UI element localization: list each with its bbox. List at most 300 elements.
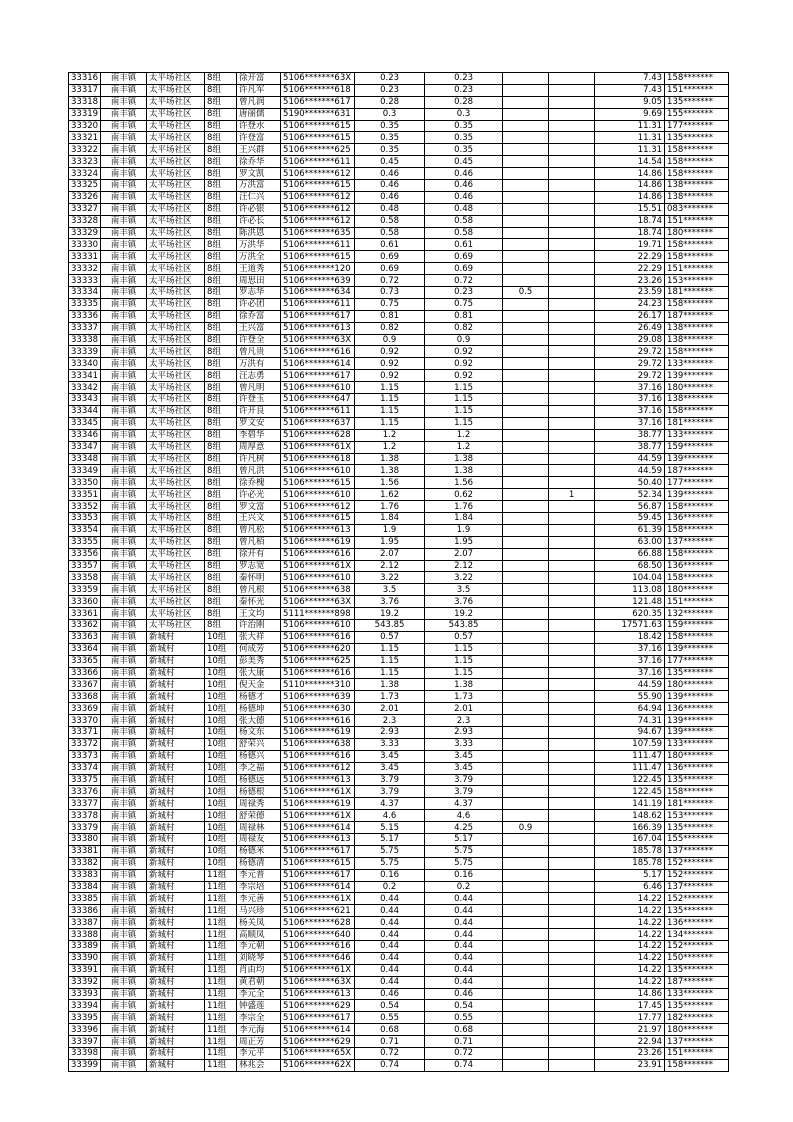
- area-part-c-cell: [549, 263, 595, 275]
- area-cell: 0.35: [355, 144, 425, 156]
- name-cell: 汪志勇: [237, 370, 281, 382]
- amount-cell: 37.16: [595, 394, 665, 406]
- area-cell: 3.79: [355, 786, 425, 798]
- row-number-cell: 33319: [69, 108, 101, 120]
- area-part-c-cell: [549, 584, 595, 596]
- area-part-a-cell: 0.45: [425, 156, 503, 168]
- name-cell: 罗文富: [237, 501, 281, 513]
- group-cell: 10组: [205, 822, 237, 834]
- amount-cell: 23.26: [595, 275, 665, 287]
- area-part-c-cell: [549, 869, 595, 881]
- community-cell: 太平场社区: [147, 227, 205, 239]
- amount-cell: 15.51: [595, 203, 665, 215]
- name-cell: 周思田: [237, 275, 281, 287]
- name-cell: 万洪华: [237, 239, 281, 251]
- area-cell: 3.5: [355, 584, 425, 596]
- group-cell: 10组: [205, 786, 237, 798]
- name-cell: 王兴文: [237, 512, 281, 524]
- name-cell: 张大祥: [237, 631, 281, 643]
- table-row: [69, 1012, 729, 1024]
- area-part-c-cell: [549, 643, 595, 655]
- table-row: [69, 834, 729, 846]
- town-cell: 南丰镇: [101, 287, 147, 299]
- amount-cell: 111.47: [595, 762, 665, 774]
- area-part-a-cell: 0.72: [425, 1048, 503, 1060]
- row-number-cell: 33318: [69, 96, 101, 108]
- id-number-cell: 5111*******898: [281, 608, 355, 620]
- id-number-cell: 5106*******611: [281, 298, 355, 310]
- area-part-b-cell: [503, 263, 549, 275]
- community-cell: 新城村: [147, 715, 205, 727]
- amount-cell: 14.22: [595, 976, 665, 988]
- town-cell: 南丰镇: [101, 180, 147, 192]
- community-cell: 太平场社区: [147, 370, 205, 382]
- area-part-c-cell: [549, 619, 595, 631]
- group-cell: 8组: [205, 108, 237, 120]
- name-cell: 李元海: [237, 1024, 281, 1036]
- area-part-a-cell: 0.3: [425, 108, 503, 120]
- id-number-cell: 5106*******61X: [281, 441, 355, 453]
- name-cell: 杨德米: [237, 845, 281, 857]
- town-cell: 南丰镇: [101, 762, 147, 774]
- phone-cell: 139*******: [665, 453, 729, 465]
- community-cell: 新城村: [147, 667, 205, 679]
- area-cell: 0.72: [355, 275, 425, 287]
- phone-cell: 134*******: [665, 929, 729, 941]
- phone-cell: 137*******: [665, 881, 729, 893]
- phone-cell: 177*******: [665, 477, 729, 489]
- name-cell: 许必银: [237, 203, 281, 215]
- table-row: [69, 536, 729, 548]
- community-cell: 太平场社区: [147, 512, 205, 524]
- id-number-cell: 5106*******611: [281, 239, 355, 251]
- area-cell: 3.79: [355, 774, 425, 786]
- group-cell: 11组: [205, 976, 237, 988]
- area-part-b-cell: [503, 215, 549, 227]
- area-part-b-cell: [503, 405, 549, 417]
- name-cell: 舒荣德: [237, 810, 281, 822]
- area-part-a-cell: 1.15: [425, 667, 503, 679]
- amount-cell: 14.22: [595, 917, 665, 929]
- group-cell: 8组: [205, 560, 237, 572]
- area-part-a-cell: 1.15: [425, 382, 503, 394]
- name-cell: 杨关凤: [237, 917, 281, 929]
- table-row: [69, 465, 729, 477]
- town-cell: 南丰镇: [101, 917, 147, 929]
- area-part-a-cell: 0.82: [425, 322, 503, 334]
- area-cell: 1.15: [355, 655, 425, 667]
- amount-cell: 9.69: [595, 108, 665, 120]
- community-cell: 新城村: [147, 643, 205, 655]
- name-cell: 秦怀明: [237, 572, 281, 584]
- row-number-cell: 33325: [69, 180, 101, 192]
- area-cell: 0.35: [355, 132, 425, 144]
- group-cell: 8组: [205, 512, 237, 524]
- amount-cell: 11.31: [595, 132, 665, 144]
- name-cell: 林兆会: [237, 1059, 281, 1071]
- name-cell: 罗文安: [237, 417, 281, 429]
- phone-cell: 136*******: [665, 560, 729, 572]
- table-row: [69, 275, 729, 287]
- phone-cell: 177*******: [665, 120, 729, 132]
- table-row: [69, 1036, 729, 1048]
- town-cell: 南丰镇: [101, 726, 147, 738]
- name-cell: 许治刚: [237, 619, 281, 631]
- area-cell: 0.44: [355, 976, 425, 988]
- table-row: [69, 952, 729, 964]
- area-part-a-cell: 1.38: [425, 465, 503, 477]
- amount-cell: 18.74: [595, 215, 665, 227]
- area-part-b-cell: [503, 453, 549, 465]
- name-cell: 杨德兴: [237, 750, 281, 762]
- area-part-c-cell: [549, 298, 595, 310]
- town-cell: 南丰镇: [101, 1012, 147, 1024]
- community-cell: 太平场社区: [147, 108, 205, 120]
- row-number-cell: 33393: [69, 988, 101, 1000]
- community-cell: 太平场社区: [147, 168, 205, 180]
- area-part-a-cell: 1.15: [425, 655, 503, 667]
- community-cell: 新城村: [147, 952, 205, 964]
- name-cell: 李之福: [237, 762, 281, 774]
- area-part-b-cell: [503, 132, 549, 144]
- group-cell: 8组: [205, 619, 237, 631]
- group-cell: 8组: [205, 358, 237, 370]
- table-row: [69, 394, 729, 406]
- community-cell: 太平场社区: [147, 84, 205, 96]
- group-cell: 8组: [205, 310, 237, 322]
- area-cell: 3.76: [355, 596, 425, 608]
- area-part-c-cell: [549, 227, 595, 239]
- area-part-a-cell: 0.23: [425, 287, 503, 299]
- community-cell: 太平场社区: [147, 180, 205, 192]
- community-cell: 太平场社区: [147, 203, 205, 215]
- community-cell: 太平场社区: [147, 524, 205, 536]
- area-part-b-cell: [503, 643, 549, 655]
- area-part-a-cell: 0.92: [425, 370, 503, 382]
- row-number-cell: 33370: [69, 715, 101, 727]
- row-number-cell: 33359: [69, 584, 101, 596]
- group-cell: 11组: [205, 1000, 237, 1012]
- amount-cell: 56.87: [595, 501, 665, 513]
- area-part-b-cell: [503, 762, 549, 774]
- row-number-cell: 33381: [69, 845, 101, 857]
- table-row: [69, 417, 729, 429]
- community-cell: 太平场社区: [147, 287, 205, 299]
- amount-cell: 14.86: [595, 180, 665, 192]
- table-row: [69, 750, 729, 762]
- group-cell: 10组: [205, 643, 237, 655]
- id-number-cell: 5106*******61X: [281, 786, 355, 798]
- phone-cell: 158*******: [665, 298, 729, 310]
- amount-cell: 9.05: [595, 96, 665, 108]
- phone-cell: 158*******: [665, 786, 729, 798]
- area-part-c-cell: [549, 952, 595, 964]
- community-cell: 太平场社区: [147, 596, 205, 608]
- group-cell: 10组: [205, 703, 237, 715]
- amount-cell: 14.22: [595, 893, 665, 905]
- area-part-b-cell: [503, 489, 549, 501]
- area-part-c-cell: [549, 798, 595, 810]
- amount-cell: 122.45: [595, 774, 665, 786]
- phone-cell: 136*******: [665, 917, 729, 929]
- area-part-c-cell: [549, 976, 595, 988]
- phone-cell: 151*******: [665, 215, 729, 227]
- community-cell: 太平场社区: [147, 394, 205, 406]
- id-number-cell: 5106*******612: [281, 191, 355, 203]
- name-cell: 舒荣兴: [237, 738, 281, 750]
- id-number-cell: 5106*******618: [281, 84, 355, 96]
- area-part-b-cell: [503, 976, 549, 988]
- area-cell: 4.37: [355, 798, 425, 810]
- name-cell: 周禄秀: [237, 798, 281, 810]
- group-cell: 8组: [205, 73, 237, 85]
- area-cell: 1.2: [355, 441, 425, 453]
- area-part-b-cell: [503, 810, 549, 822]
- area-part-a-cell: 0.28: [425, 96, 503, 108]
- phone-cell: 152*******: [665, 893, 729, 905]
- area-part-a-cell: 3.79: [425, 786, 503, 798]
- town-cell: 南丰镇: [101, 298, 147, 310]
- id-number-cell: 5106*******637: [281, 417, 355, 429]
- area-part-a-cell: 3.45: [425, 750, 503, 762]
- id-number-cell: 5106*******612: [281, 215, 355, 227]
- table-row: [69, 84, 729, 96]
- amount-cell: 17.45: [595, 1000, 665, 1012]
- area-part-c-cell: [549, 144, 595, 156]
- community-cell: 新城村: [147, 1000, 205, 1012]
- town-cell: 南丰镇: [101, 512, 147, 524]
- area-part-b-cell: [503, 774, 549, 786]
- area-part-a-cell: 1.38: [425, 679, 503, 691]
- id-number-cell: 5110*******310: [281, 679, 355, 691]
- table-row: [69, 489, 729, 501]
- area-cell: 0.74: [355, 1059, 425, 1071]
- phone-cell: 155*******: [665, 108, 729, 120]
- area-part-c-cell: [549, 239, 595, 251]
- amount-cell: 44.59: [595, 453, 665, 465]
- phone-cell: 159*******: [665, 619, 729, 631]
- town-cell: 南丰镇: [101, 1048, 147, 1060]
- area-cell: 0.92: [355, 370, 425, 382]
- id-number-cell: 5106*******614: [281, 881, 355, 893]
- area-part-c-cell: [549, 762, 595, 774]
- group-cell: 10组: [205, 631, 237, 643]
- row-number-cell: 33316: [69, 73, 101, 85]
- amount-cell: 59.45: [595, 512, 665, 524]
- area-part-b-cell: [503, 893, 549, 905]
- row-number-cell: 33371: [69, 726, 101, 738]
- community-cell: 太平场社区: [147, 608, 205, 620]
- area-part-c-cell: [549, 417, 595, 429]
- area-part-b-cell: [503, 631, 549, 643]
- town-cell: 南丰镇: [101, 964, 147, 976]
- group-cell: 11组: [205, 869, 237, 881]
- community-cell: 新城村: [147, 655, 205, 667]
- town-cell: 南丰镇: [101, 263, 147, 275]
- table-row: [69, 869, 729, 881]
- id-number-cell: 5106*******615: [281, 857, 355, 869]
- area-part-c-cell: 1: [549, 489, 595, 501]
- group-cell: 8组: [205, 524, 237, 536]
- area-part-b-cell: [503, 191, 549, 203]
- area-part-b-cell: [503, 96, 549, 108]
- group-cell: 10组: [205, 691, 237, 703]
- name-cell: 张大康: [237, 667, 281, 679]
- amount-cell: 19.71: [595, 239, 665, 251]
- area-part-a-cell: 0.44: [425, 893, 503, 905]
- community-cell: 新城村: [147, 786, 205, 798]
- area-cell: 0.23: [355, 73, 425, 85]
- phone-cell: 139*******: [665, 489, 729, 501]
- area-part-b-cell: [503, 691, 549, 703]
- community-cell: 太平场社区: [147, 548, 205, 560]
- area-part-c-cell: [549, 524, 595, 536]
- area-part-c-cell: [549, 1000, 595, 1012]
- area-part-b-cell: [503, 857, 549, 869]
- group-cell: 10组: [205, 726, 237, 738]
- table-row: [69, 108, 729, 120]
- area-part-c-cell: [549, 631, 595, 643]
- group-cell: 11组: [205, 929, 237, 941]
- area-part-c-cell: [549, 560, 595, 572]
- name-cell: 肖由均: [237, 964, 281, 976]
- community-cell: 新城村: [147, 834, 205, 846]
- group-cell: 11组: [205, 881, 237, 893]
- area-part-a-cell: 0.2: [425, 881, 503, 893]
- table-row: [69, 120, 729, 132]
- area-part-c-cell: [549, 73, 595, 85]
- id-number-cell: 5106*******610: [281, 572, 355, 584]
- row-number-cell: 33377: [69, 798, 101, 810]
- area-cell: 0.44: [355, 941, 425, 953]
- row-number-cell: 33342: [69, 382, 101, 394]
- area-part-a-cell: 2.07: [425, 548, 503, 560]
- town-cell: 南丰镇: [101, 976, 147, 988]
- id-number-cell: 5106*******621: [281, 905, 355, 917]
- phone-cell: 135*******: [665, 774, 729, 786]
- town-cell: 南丰镇: [101, 453, 147, 465]
- group-cell: 11组: [205, 917, 237, 929]
- community-cell: 新城村: [147, 976, 205, 988]
- name-cell: 许凡树: [237, 453, 281, 465]
- table-row: [69, 512, 729, 524]
- phone-cell: 187*******: [665, 976, 729, 988]
- area-cell: 1.15: [355, 417, 425, 429]
- area-part-b-cell: [503, 370, 549, 382]
- area-part-a-cell: 1.15: [425, 394, 503, 406]
- town-cell: 南丰镇: [101, 905, 147, 917]
- id-number-cell: 5106*******612: [281, 203, 355, 215]
- name-cell: 钟盛莲: [237, 1000, 281, 1012]
- group-cell: 8组: [205, 298, 237, 310]
- area-part-b-cell: [503, 596, 549, 608]
- amount-cell: 111.47: [595, 750, 665, 762]
- community-cell: 新城村: [147, 845, 205, 857]
- area-part-c-cell: [549, 322, 595, 334]
- phone-cell: 158*******: [665, 251, 729, 263]
- town-cell: 南丰镇: [101, 310, 147, 322]
- id-number-cell: 5106*******635: [281, 227, 355, 239]
- table-row: [69, 501, 729, 513]
- area-part-a-cell: 0.92: [425, 346, 503, 358]
- row-number-cell: 33339: [69, 346, 101, 358]
- group-cell: 8组: [205, 251, 237, 263]
- town-cell: 南丰镇: [101, 810, 147, 822]
- id-number-cell: 5106*******615: [281, 132, 355, 144]
- community-cell: 新城村: [147, 631, 205, 643]
- id-number-cell: 5106*******617: [281, 310, 355, 322]
- phone-cell: 180*******: [665, 1024, 729, 1036]
- area-part-c-cell: [549, 857, 595, 869]
- area-cell: 0.46: [355, 191, 425, 203]
- area-part-b-cell: [503, 346, 549, 358]
- area-part-c-cell: [549, 370, 595, 382]
- phone-cell: 137*******: [665, 536, 729, 548]
- table-body: [69, 73, 729, 1072]
- area-part-a-cell: 1.15: [425, 405, 503, 417]
- name-cell: 汪仁兴: [237, 191, 281, 203]
- area-part-a-cell: 0.46: [425, 168, 503, 180]
- group-cell: 10组: [205, 679, 237, 691]
- town-cell: 南丰镇: [101, 346, 147, 358]
- group-cell: 8组: [205, 287, 237, 299]
- name-cell: 李元全: [237, 988, 281, 1000]
- id-number-cell: 5106*******63X: [281, 976, 355, 988]
- name-cell: 万洪富: [237, 180, 281, 192]
- table-row: [69, 643, 729, 655]
- amount-cell: 23.91: [595, 1059, 665, 1071]
- name-cell: 许登水: [237, 120, 281, 132]
- amount-cell: 22.29: [595, 263, 665, 275]
- area-part-c-cell: [549, 941, 595, 953]
- community-cell: 新城村: [147, 1059, 205, 1071]
- amount-cell: 7.43: [595, 84, 665, 96]
- amount-cell: 52.34: [595, 489, 665, 501]
- area-part-b-cell: [503, 1000, 549, 1012]
- id-number-cell: 5106*******616: [281, 750, 355, 762]
- group-cell: 8组: [205, 239, 237, 251]
- phone-cell: 135*******: [665, 964, 729, 976]
- name-cell: 曾凡贵: [237, 346, 281, 358]
- community-cell: 新城村: [147, 726, 205, 738]
- id-number-cell: 5190*******631: [281, 108, 355, 120]
- amount-cell: 14.86: [595, 191, 665, 203]
- area-part-a-cell: 0.44: [425, 929, 503, 941]
- area-cell: 1.95: [355, 536, 425, 548]
- amount-cell: 29.72: [595, 370, 665, 382]
- table-row: [69, 905, 729, 917]
- group-cell: 8组: [205, 275, 237, 287]
- town-cell: 南丰镇: [101, 405, 147, 417]
- area-part-c-cell: [549, 191, 595, 203]
- name-cell: 许登富: [237, 132, 281, 144]
- amount-cell: 14.22: [595, 929, 665, 941]
- area-part-b-cell: [503, 108, 549, 120]
- row-number-cell: 33338: [69, 334, 101, 346]
- area-part-c-cell: [549, 810, 595, 822]
- area-part-a-cell: 0.92: [425, 358, 503, 370]
- area-part-a-cell: 0.23: [425, 84, 503, 96]
- row-number-cell: 33324: [69, 168, 101, 180]
- town-cell: 南丰镇: [101, 715, 147, 727]
- community-cell: 太平场社区: [147, 310, 205, 322]
- area-part-b-cell: [503, 275, 549, 287]
- table-row: [69, 144, 729, 156]
- amount-cell: 14.22: [595, 952, 665, 964]
- area-part-b-cell: [503, 655, 549, 667]
- area-part-c-cell: [549, 405, 595, 417]
- row-number-cell: 33337: [69, 322, 101, 334]
